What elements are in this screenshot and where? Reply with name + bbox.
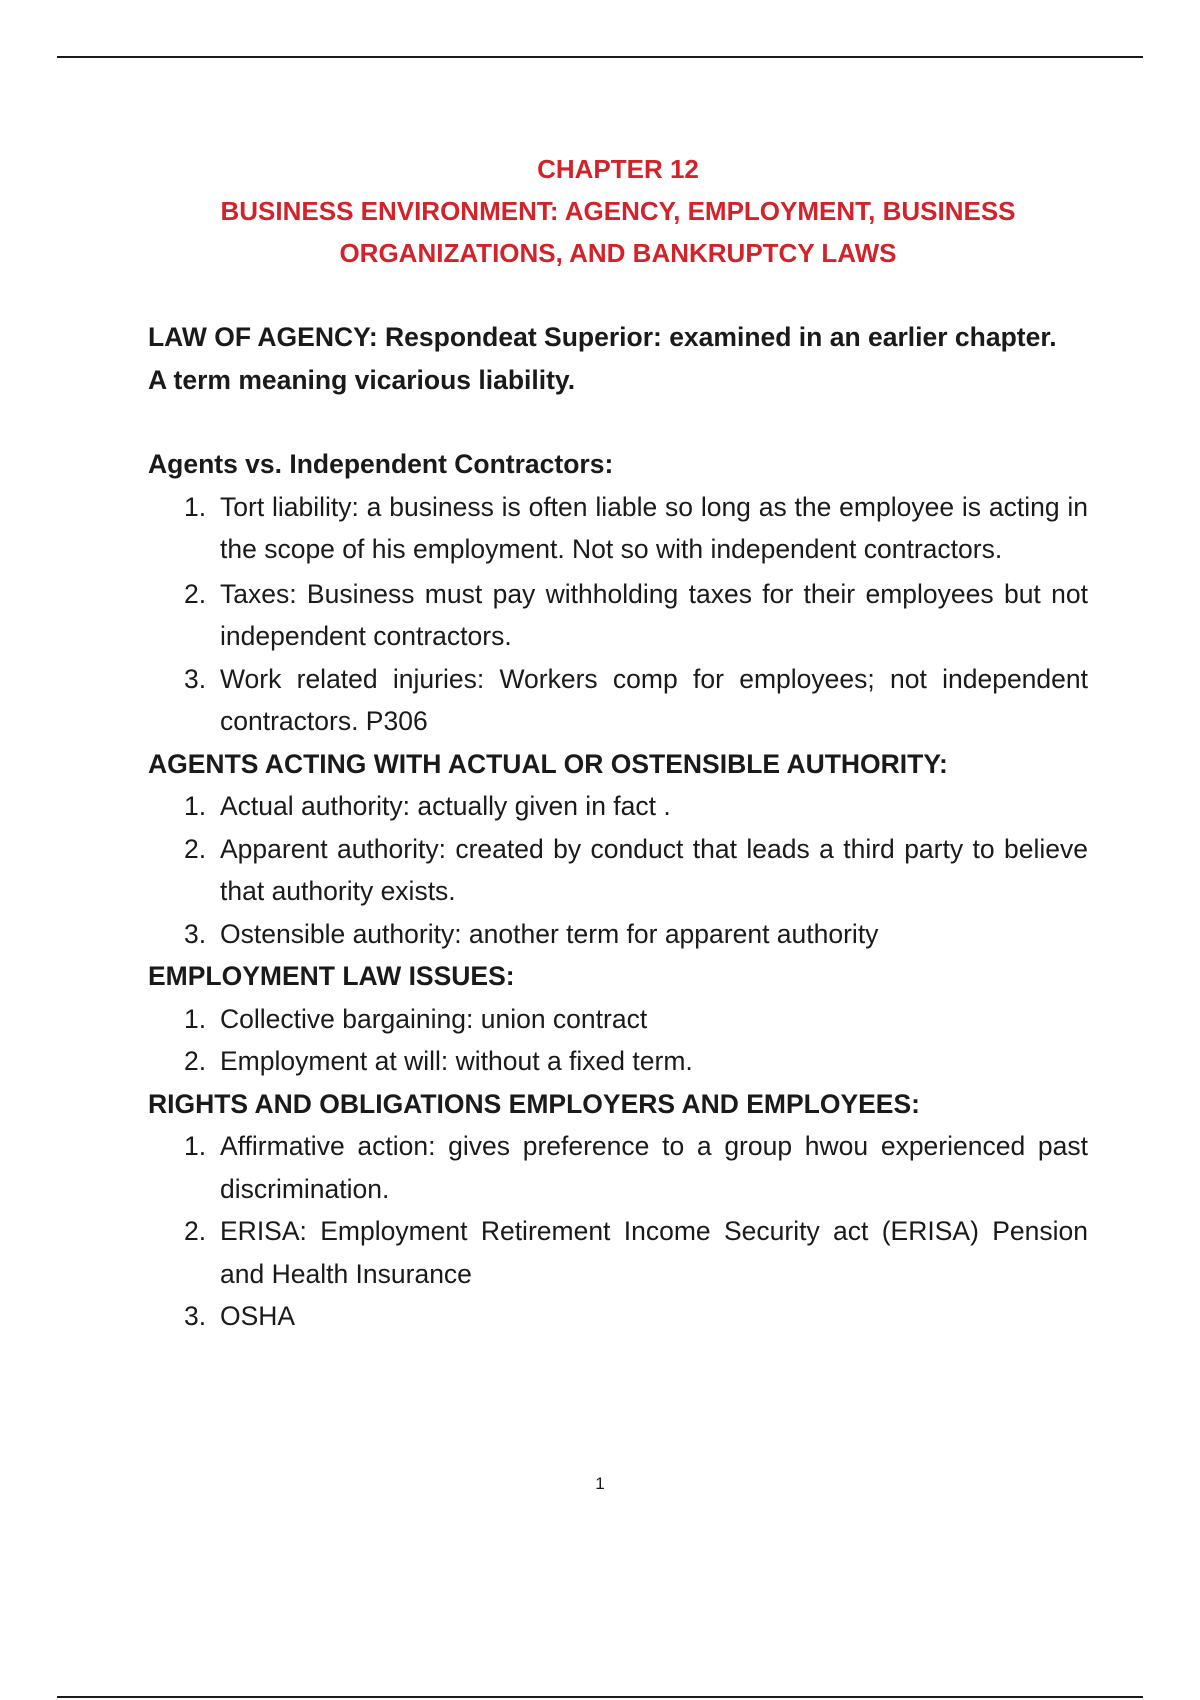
list-item: 2. Apparent authority: created by conduct that leads a third party to believe that authority exists.	[184, 833, 1088, 906]
intro-line-2: A term meaning vicarious liability.	[148, 364, 576, 395]
section-rights-obligations	[148, 1083, 1088, 1338]
numbered-list	[148, 1125, 1088, 1338]
intro-line-1: LAW OF AGENCY: Respondeat Superior: examined in an earlier chapter.	[148, 322, 1057, 352]
list-item: 3. OSHA	[184, 1301, 296, 1331]
section-heading: Agents vs. Independent Contractors:	[148, 449, 614, 479]
section-heading: RIGHTS AND OBLIGATIONS EMPLOYERS AND EMPLOYEES:	[148, 1088, 920, 1119]
list-item: 2. Employment at will: without a fixed term.	[184, 1046, 693, 1076]
section-agents-vs-contractors	[148, 443, 1088, 743]
chapter-title-line-2: ORGANIZATIONS, AND BANKRUPTCY LAWS	[339, 238, 897, 268]
section-actual-ostensible-authority	[148, 743, 1088, 956]
list-item: 1. Actual authority: actually given in fact .	[184, 791, 671, 821]
section-employment-law-issues	[148, 955, 1088, 1083]
list-item: 3. Ostensible authority: another term for apparent authority	[184, 918, 879, 949]
numbered-list	[148, 998, 1088, 1083]
section-heading: AGENTS ACTING WITH ACTUAL OR OSTENSIBLE AUTHORITY:	[148, 748, 948, 779]
numbered-list	[148, 785, 1088, 955]
list-item: 1. Tort liability: a business is often liable so long as the employee is acting in the scope of his employment. Not so with independent contractors.	[184, 491, 1088, 564]
list-item: 3. Work related injuries: Workers comp for employees; not independent contractors. P306	[184, 663, 1088, 736]
section-heading: EMPLOYMENT LAW ISSUES:	[148, 961, 515, 991]
chapter-title-line-1: BUSINESS ENVIRONMENT: AGENCY, EMPLOYMENT, BUSINESS	[220, 196, 1016, 226]
page-number: 1	[595, 1474, 605, 1493]
document-body	[148, 316, 1088, 1338]
intro-paragraph	[148, 316, 1088, 401]
numbered-list	[148, 486, 1088, 743]
chapter-number: CHAPTER 12	[537, 154, 699, 184]
list-item: 2. Taxes: Business must pay withholding taxes for their employees but not independent contractors.	[184, 578, 1088, 651]
chapter-title	[148, 148, 1088, 274]
top-rule	[57, 56, 1143, 58]
list-item: 2. ERISA: Employment Retirement Income Security act (ERISA) Pension and Health Insurance	[184, 1216, 1088, 1289]
bottom-rule	[57, 1696, 1143, 1698]
list-item: 1. Collective bargaining: union contract	[184, 1003, 648, 1034]
list-item: 1. Affirmative action: gives preference to a group hwou experienced past discrimination.	[184, 1131, 1088, 1204]
